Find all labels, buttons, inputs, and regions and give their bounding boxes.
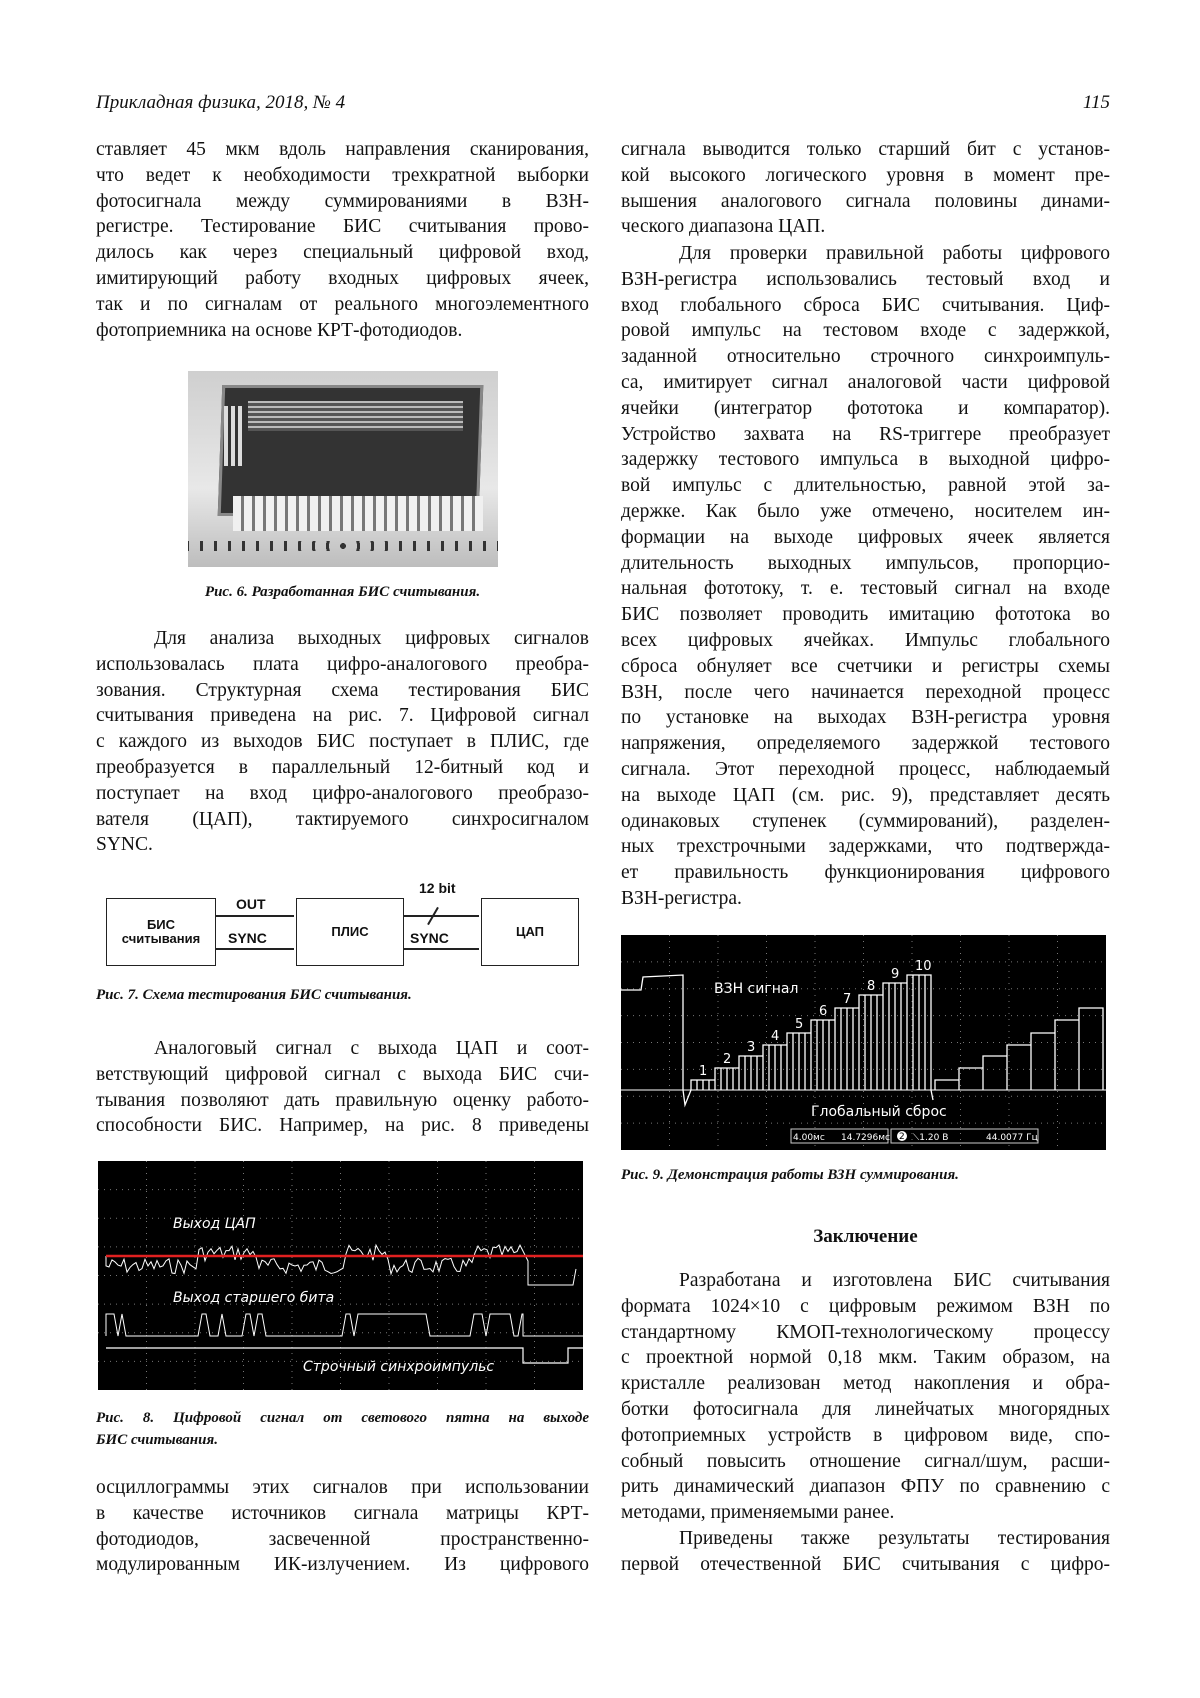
conclusion-paragraph-2: [621, 1526, 1110, 1578]
sync2-label: SYNC: [410, 930, 449, 946]
text-line: методами, применяемыми ранее.: [621, 1500, 1110, 1526]
text-line: рить динамический диапазон ФПУ по сравнению с: [621, 1474, 1110, 1500]
text-line: ВЗН, после чего начинается переходной процесс: [621, 680, 1110, 706]
text-line: использовалась плата цифро-аналогового преобра-: [96, 652, 589, 678]
left-paragraph-3: [96, 1036, 589, 1139]
vzn-signal-label: ВЗН сигнал: [714, 981, 798, 997]
step-label: 2: [723, 1052, 731, 1067]
text-line: Разработана и изготовлена БИС считывания: [621, 1268, 1110, 1294]
bis-block: БИС считывания: [106, 898, 216, 966]
text-line: формата 1024×10 с цифровым режимом ВЗН по: [621, 1294, 1110, 1320]
figure-9-caption: Рис. 9. Демонстрация работы ВЗН суммирования.: [621, 1167, 959, 1184]
text-line: Для проверки правильной работы цифрового: [621, 241, 1110, 267]
right-paragraph-1: [621, 137, 1110, 240]
text-line: фотоприемных устройств в цифровом виде, спо-: [621, 1423, 1110, 1449]
text-line: преобразуется в параллельный 12-битный код и: [96, 755, 589, 781]
text-line: задержку тестового импульса в выходной цифро-: [621, 447, 1110, 473]
step-label: 9: [891, 967, 899, 982]
text-line: модулированным ИК-излучением. Из цифрового: [96, 1552, 589, 1578]
text-line: зования. Структурная схема тестирования БИС: [96, 678, 589, 704]
step-label: 7: [843, 992, 851, 1007]
text-line: ческого диапазона ЦАП.: [621, 214, 1110, 240]
out-arrow: [216, 915, 294, 917]
text-line: ет правильность функционирования цифрового: [621, 860, 1110, 886]
text-line: нальная фототоку, т. е. тестовый сигнал на входе: [621, 576, 1110, 602]
text-line: с проектной нормой 0,18 мкм. Таким образом, на: [621, 1345, 1110, 1371]
left-paragraph-2: [96, 626, 589, 858]
text-line: ВЗН-регистра использовались тестовый вход и: [621, 267, 1110, 293]
text-line: формации на выходе цифровых ячеек является: [621, 525, 1110, 551]
conclusion-heading: Заключение: [621, 1226, 1110, 1248]
text-line: ветствующий цифровой сигнал с выхода БИС счи-: [96, 1062, 589, 1088]
text-line: ровой импульс на тестовом входе с задержкой,: [621, 318, 1110, 344]
text-line: считывания приведена на рис. 7. Цифровой сигнал: [96, 703, 589, 729]
text-line: фотоприемника на основе КРТ-фотодиодов.: [96, 318, 589, 344]
right-paragraph-2: [621, 241, 1110, 912]
figure-8-caption-line: Рис. 8. Цифровой сигнал от светового пятна на выходе: [96, 1407, 589, 1429]
text-line: дилось как через специальный цифровой вход,: [96, 240, 589, 266]
text-line: держке. Как было уже отмечено, носителем ин-: [621, 499, 1110, 525]
figure-8-oscillogram: [98, 1161, 583, 1390]
text-line: SYNC.: [96, 832, 589, 858]
text-line: вышения аналогового сигнала половины динами-: [621, 189, 1110, 215]
step-label: 5: [795, 1017, 803, 1032]
step-label: 6: [819, 1004, 827, 1019]
text-line: регистре. Тестирование БИС считывания прово-: [96, 214, 589, 240]
text-line: по установке на выходах ВЗН-регистра уровня: [621, 705, 1110, 731]
text-line: ячейки (интегратор фототока и компаратор).: [621, 396, 1110, 422]
bits-label: 12 bit: [419, 880, 456, 896]
text-line: Для анализа выходных цифровых сигналов: [96, 626, 589, 652]
text-line: кой высокого логического уровня в момент пре-: [621, 163, 1110, 189]
text-line: вход глобального сброса БИС считывания. Циф-: [621, 293, 1110, 319]
dac-output-label: Выход ЦАП: [173, 1216, 256, 1232]
text-line: ВЗН-регистра.: [621, 886, 1110, 912]
text-line: фотодиодов, засвеченной пространственно-: [96, 1527, 589, 1553]
figure-6-photo: [188, 371, 498, 567]
figure-8-caption: [96, 1407, 589, 1451]
plis-block: ПЛИС: [296, 898, 404, 966]
text-line: Устройство захвата на RS-триггере преобразует: [621, 422, 1110, 448]
text-line: так и по сигналам от реального многоэлементного: [96, 292, 589, 318]
text-line: БИС позволяет проводить имитацию фототока во: [621, 602, 1110, 628]
text-line: фотосигнала между суммированиями в ВЗН-: [96, 189, 589, 215]
global-reset-label: Глобальный сброс: [811, 1104, 947, 1120]
bus-arrow: [404, 915, 479, 917]
text-line: что ведет к необходимости трехкратной выборки: [96, 163, 589, 189]
text-line: первой отечественной БИС считывания с цифро-: [621, 1552, 1110, 1578]
text-line: напряжения, определяемого задержкой тестового: [621, 731, 1110, 757]
page: [0, 0, 1200, 1698]
text-line: ботки фотосигнала для линейчатых многорядных: [621, 1397, 1110, 1423]
line-sync-label: Строчный синхроимпульс: [303, 1359, 494, 1375]
text-line: осциллограммы этих сигналов при использовании: [96, 1475, 589, 1501]
text-line: вателя (ЦАП), тактируемого синхросигналом: [96, 807, 589, 833]
msb-output-label: Выход старшего бита: [173, 1290, 334, 1306]
left-paragraph-4: [96, 1475, 589, 1578]
text-line: на выходе ЦАП (см. рис. 9), представляет десять: [621, 783, 1110, 809]
step-label: 1: [699, 1064, 707, 1079]
text-line: са, имитирует сигнал аналоговой части цифровой: [621, 370, 1110, 396]
step-label: 4: [771, 1029, 779, 1044]
time-div-readout: 4.00мс: [793, 1133, 825, 1143]
channel-badge: 2: [899, 1132, 905, 1142]
sync2-arrow: [404, 948, 479, 950]
text-line: вой импульс с длительностью, равной этой за-: [621, 473, 1110, 499]
figure-6-caption: Рис. 6. Разработанная БИС считывания.: [96, 584, 589, 601]
text-line: имитирующий работу входных цифровых ячеек,: [96, 266, 589, 292]
step-label: 10: [915, 959, 932, 974]
text-line: ставляет 45 мкм вдоль направления сканирования,: [96, 137, 589, 163]
text-line: сигнала. Этот переходной процесс, наблюдаемый: [621, 757, 1110, 783]
text-line: поступает на вход цифро-аналогового преобразо-: [96, 781, 589, 807]
frequency-readout: 44.0077 Гц: [986, 1133, 1038, 1143]
text-line: кристалле реализован метод накопления и обра-: [621, 1371, 1110, 1397]
text-line: способности БИС. Например, на рис. 8 приведены: [96, 1113, 589, 1139]
figure-7-caption: Рис. 7. Схема тестирования БИС считывания.: [96, 987, 412, 1004]
left-paragraph-1: [96, 137, 589, 343]
figure-8-caption-line: БИС считывания.: [96, 1429, 589, 1451]
time-pos-readout: 14.7296мс: [841, 1133, 890, 1143]
text-line: Приведены также результаты тестирования: [621, 1526, 1110, 1552]
step-label: 8: [867, 979, 875, 994]
sync-label: SYNC: [228, 930, 267, 946]
text-line: одинаковых ступенек (суммирований), разделен-: [621, 809, 1110, 835]
dac-block: ЦАП: [481, 898, 579, 966]
text-line: ных трехстрочными задержками, что подтвержда-: [621, 834, 1110, 860]
text-line: собный повысить отношение сигнал/шум, расши-: [621, 1449, 1110, 1475]
text-line: с каждого из выходов БИС поступает в ПЛИС, где: [96, 729, 589, 755]
trigger-readout: ⟍1.20 В: [913, 1133, 948, 1143]
conclusion-paragraph-1: [621, 1268, 1110, 1526]
page-number: 115: [1083, 92, 1110, 114]
text-line: Аналоговый сигнал с выхода ЦАП и соот-: [96, 1036, 589, 1062]
text-line: сигнала выводится только старший бит с установ-: [621, 137, 1110, 163]
figure-7-diagram: [96, 880, 596, 980]
text-line: сброса обнуляет все счетчики и регистры схемы: [621, 654, 1110, 680]
text-line: всех цифровых ячейках. Импульс глобального: [621, 628, 1110, 654]
text-line: стандартному КМОП-технологическому процессу: [621, 1320, 1110, 1346]
step-label: 3: [747, 1040, 755, 1055]
text-line: в качестве источников сигнала матрицы КРТ-: [96, 1501, 589, 1527]
journal-header: Прикладная физика, 2018, № 4: [96, 92, 345, 114]
sync-arrow: [216, 948, 294, 950]
text-line: заданной относительно строчного синхроимпуль-: [621, 344, 1110, 370]
out-label: OUT: [236, 896, 266, 912]
figure-9-oscillogram: [621, 935, 1106, 1150]
text-line: длительность выходных импульсов, пропорцио-: [621, 551, 1110, 577]
text-line: тывания позволяют дать правильную оценку работо-: [96, 1088, 589, 1114]
